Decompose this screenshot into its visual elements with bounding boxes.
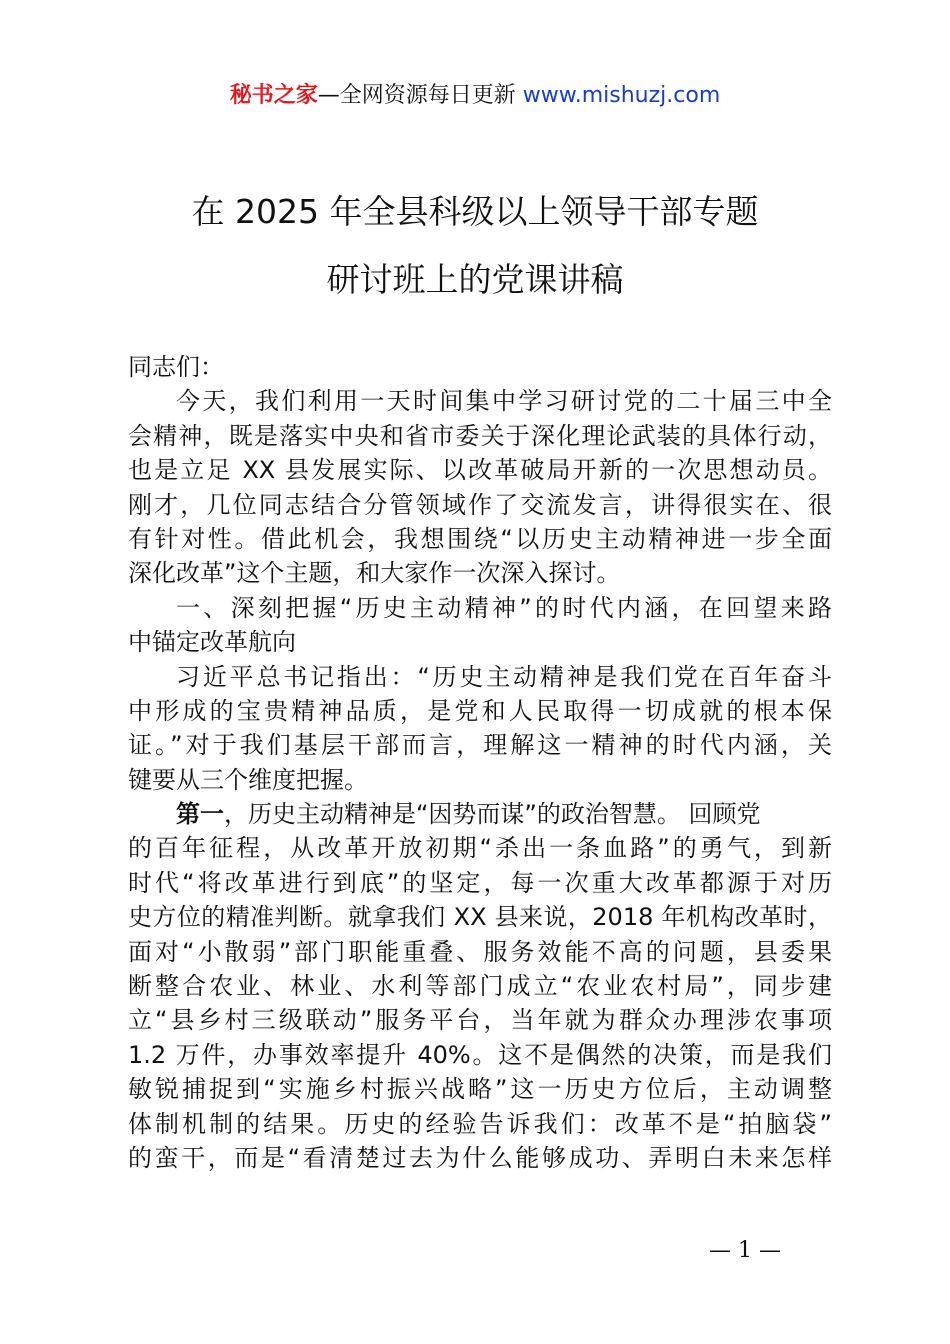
text-line: 的蛮干，而是“看清楚过去为什么能够成功、弄明白未来怎样: [128, 1143, 832, 1172]
document-title-line-1: 在 2025 年全县科级以上领导干部专题: [191, 192, 759, 231]
site-header: [0, 80, 950, 112]
point-text: ，历史主动精神是“因势而谋”的政治智慧。 回顾党: [224, 800, 761, 829]
website-link[interactable]: www.mishuzj.com: [522, 83, 721, 108]
text-line: 敏锐捕捉到“实施乡村振兴战略”这一历史方位后，主动调整: [128, 1075, 832, 1104]
text-line: 断整合农业、林业、水利等部门成立“农业农村局”，同步建: [128, 972, 832, 1001]
text-line: 键要从三个维度把握。: [128, 765, 368, 794]
text-line: 的百年征程，从改革开放初期“杀出一条血路”的勇气，到新: [128, 834, 832, 863]
text-line: 有针对性。借此机会，我想围绕“以历史主动精神进一步全面: [128, 524, 832, 553]
point-label: 第一: [176, 800, 224, 829]
text-line: 中形成的宝贵精神品质，是党和人民取得一切成就的根本保: [128, 696, 832, 725]
text-line: 会精神，既是落实中央和省市委关于深化理论武装的具体行动，: [128, 421, 832, 450]
text-line: 习近平总书记指出：“历史主动精神是我们党在百年奋斗: [176, 662, 832, 691]
text-line: 今天，我们利用一天时间集中学习研讨党的二十届三中全: [176, 387, 832, 416]
section-heading-line: 一、深刻把握“历史主动精神”的时代内涵，在回望来路: [176, 593, 832, 622]
page-number: — 1 —: [709, 1238, 781, 1263]
document-body: [128, 350, 832, 1175]
text-line: 刚才，几位同志结合分管领域作了交流发言，讲得很实在、很: [128, 490, 832, 519]
text-line: 面对“小散弱”部门职能重叠、服务效能不高的问题，县委果: [128, 937, 832, 966]
document-title-line-2: 研讨班上的党课讲稿: [326, 260, 624, 299]
text-line: 体制机制的结果。历史的经验告诉我们：改革不是“拍脑袋”: [128, 1109, 832, 1138]
section-heading-line: 中锚定改革航向: [128, 628, 296, 657]
header-slogan: —全网资源每日更新: [317, 83, 523, 108]
text-line: 1.2 万件，办事效率提升 40%。这不是偶然的决策，而是我们: [128, 1040, 832, 1069]
text-line: 时代“将改革进行到底”的坚定，每一次重大改革都源于对历: [128, 868, 832, 897]
text-line: 深化改革”这个主题，和大家作一次深入探讨。: [128, 559, 621, 588]
text-line: 立“县乡村三级联动”服务平台，当年就为群众办理涉农事项: [128, 1006, 832, 1035]
text-line: 证。”对于我们基层干部而言，理解这一精神的时代内涵，关: [128, 731, 832, 760]
text-line: 也是立足 XX 县发展实际、以改革破局开新的一次思想动员。: [128, 456, 832, 485]
brand-name: 秘书之家: [229, 83, 318, 108]
text-line: [128, 797, 832, 831]
text-line: 史方位的精准判断。就拿我们 XX 县来说，2018 年机构改革时，: [128, 903, 832, 932]
salutation: 同志们：: [128, 353, 224, 381]
